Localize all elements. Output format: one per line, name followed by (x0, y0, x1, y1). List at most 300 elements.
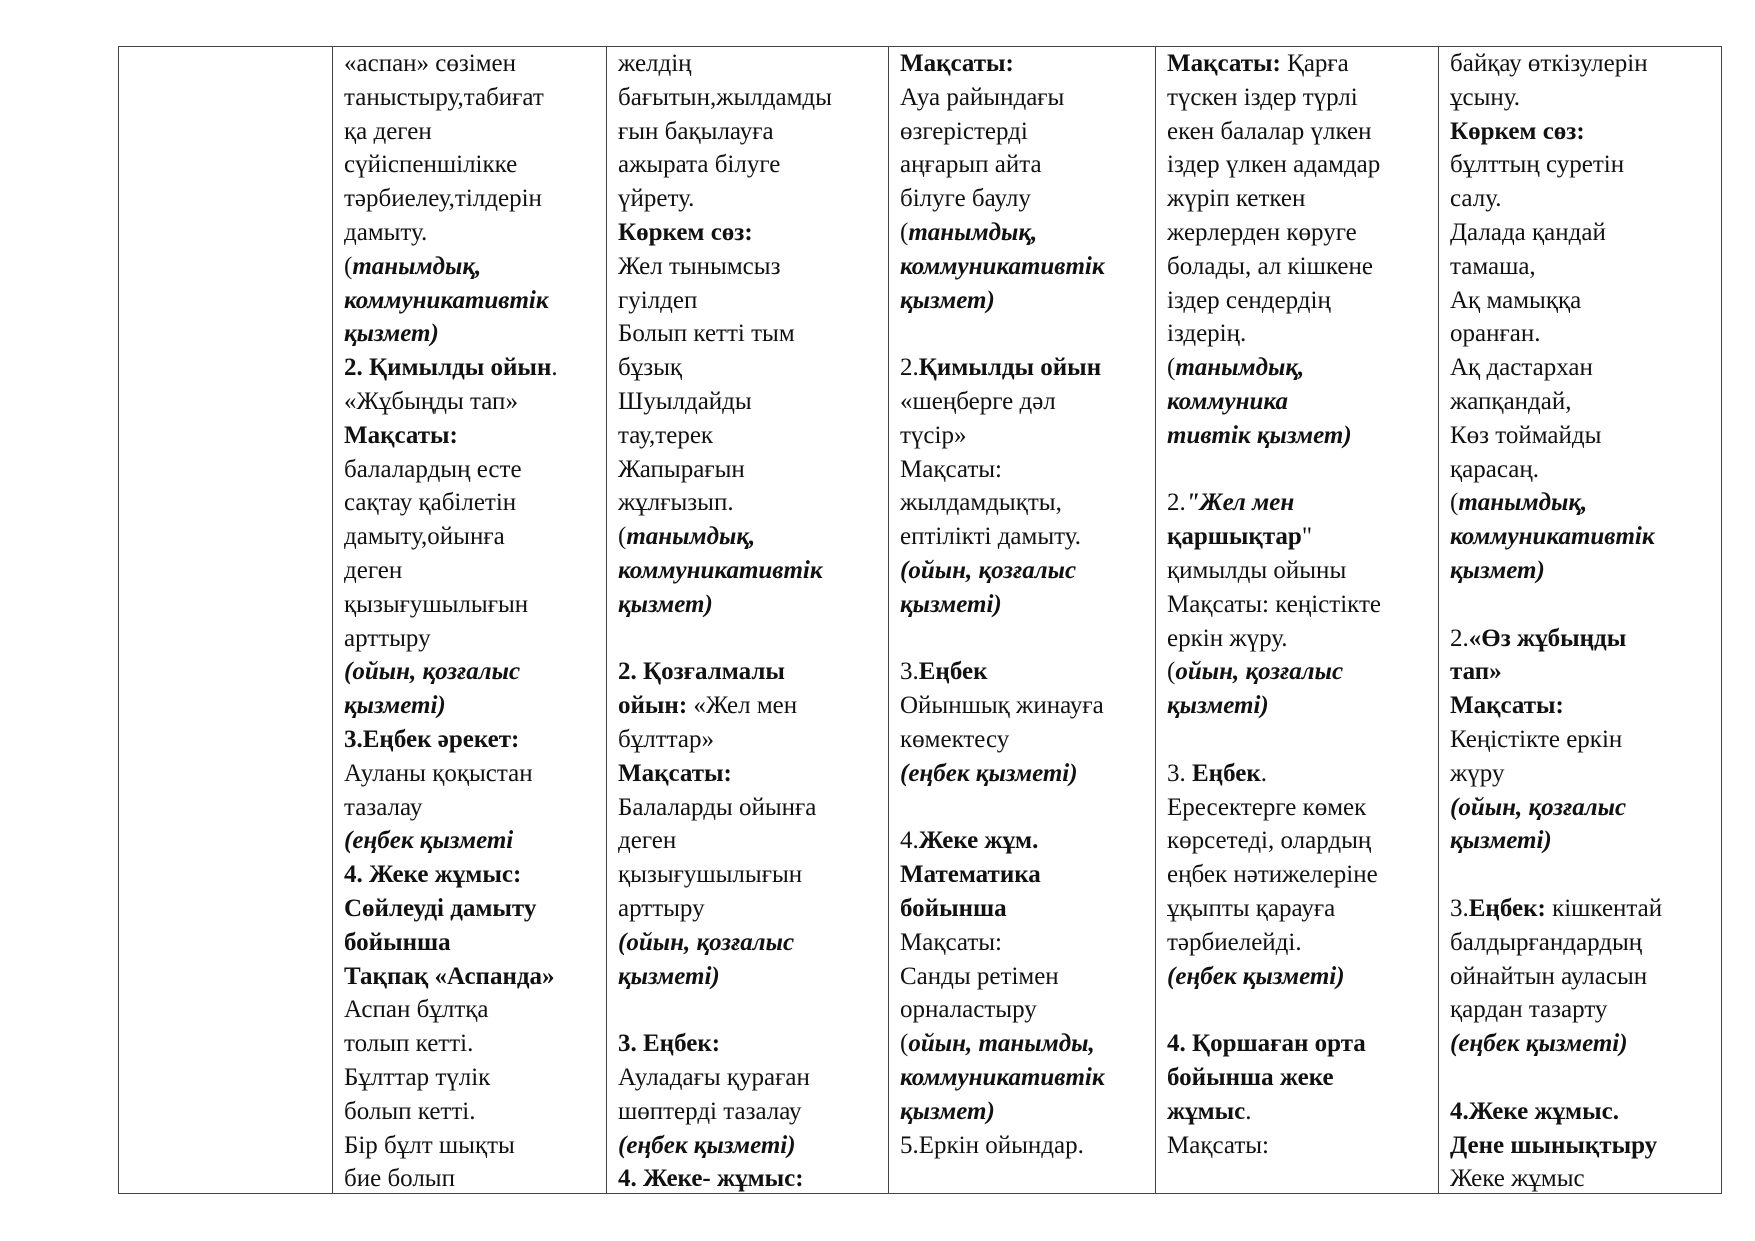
text-line (618, 588, 882, 622)
text-line (618, 520, 882, 554)
text-line (618, 1129, 882, 1163)
text-line (900, 182, 1149, 216)
text-run: танымдық, (1458, 489, 1588, 517)
text-run: іздерің. (1167, 320, 1247, 348)
text-line (344, 1095, 600, 1129)
text-run: 2. (1450, 624, 1469, 652)
text-line (1167, 453, 1432, 487)
text-run: қардан тазарту (1450, 996, 1608, 1024)
text-line (900, 1027, 1149, 1061)
text-line (1167, 723, 1432, 757)
text-line (1450, 419, 1715, 453)
text-line (344, 791, 600, 825)
text-line (618, 993, 882, 1027)
text-run: Мақсаты: (900, 928, 1002, 956)
text-run: ойын: (618, 692, 688, 720)
text-run: балдырғандардың (1450, 928, 1643, 956)
text-line (618, 1061, 882, 1095)
text-run: таныстыру,табиғат (344, 83, 544, 111)
text-run: болып кетті. (344, 1097, 476, 1125)
text-run: бағытын,жылдамды (618, 83, 832, 111)
text-run: ( (1450, 489, 1459, 517)
text-line (1450, 554, 1715, 588)
text-line (900, 317, 1149, 351)
text-line (1450, 453, 1715, 487)
text-run: . (1260, 759, 1267, 787)
text-line (1167, 284, 1432, 318)
text-run: коммуникативтік (900, 252, 1105, 280)
text-run: бие болып (344, 1165, 455, 1193)
text-line (344, 1129, 600, 1163)
text-line (1450, 689, 1715, 723)
text-line (900, 453, 1149, 487)
text-run: 4. Жеке жұмыс: (344, 861, 522, 889)
text-line (618, 216, 882, 250)
text-line (1450, 1162, 1715, 1193)
text-line (1450, 791, 1715, 825)
text-line (618, 757, 882, 791)
text-run: ( (900, 218, 909, 246)
text-run: деген (344, 556, 403, 584)
text-line (900, 1095, 1149, 1129)
text-run: танымдық, (908, 218, 1038, 246)
text-run: Ауа райындағы (900, 83, 1065, 111)
text-line (1450, 588, 1715, 622)
text-run: ептілікті дамыту. (900, 523, 1081, 551)
text-run: орналастыру (900, 996, 1037, 1024)
text-run: Жапырағын (618, 455, 745, 483)
text-line (344, 317, 600, 351)
text-run: қаршықтар (1167, 523, 1302, 551)
text-run: Көз тоймайды (1450, 421, 1602, 449)
text-line (618, 1162, 882, 1193)
text-run: «шеңберге дәл (900, 387, 1056, 415)
table-column-1 (119, 47, 333, 1193)
text-run: бұзық (618, 354, 683, 382)
text-run: 3. Еңбек: (618, 1030, 721, 1058)
text-line (1167, 1061, 1432, 1095)
text-line (344, 588, 600, 622)
text-line (1167, 993, 1432, 1027)
text-line (618, 892, 882, 926)
text-line (1450, 47, 1715, 81)
text-run: жылдамдықты, (900, 489, 1062, 517)
text-run: қызмет) (900, 1097, 995, 1125)
text-line (1167, 858, 1432, 892)
text-line (900, 993, 1149, 1027)
text-line (344, 1162, 600, 1193)
text-line (1167, 1027, 1432, 1061)
text-run: Жеке жұмыс (1450, 1165, 1585, 1193)
text-line (344, 216, 600, 250)
text-line (344, 486, 600, 520)
text-run: білуге баулу (900, 185, 1031, 213)
text-run: тивтік қызмет) (1167, 421, 1352, 449)
text-line (1167, 926, 1432, 960)
text-run: көмектесу (900, 725, 1010, 753)
text-run: толып кетті. (344, 1030, 474, 1058)
text-run: бойынша (344, 928, 451, 956)
text-line (1167, 757, 1432, 791)
text-run: қызметі) (1167, 692, 1269, 720)
text-line (618, 858, 882, 892)
text-line (900, 926, 1149, 960)
text-line (618, 182, 882, 216)
text-line (1167, 419, 1432, 453)
text-run: «Өз жұбыңды (1468, 624, 1627, 652)
text-line (1167, 892, 1432, 926)
text-line (1450, 926, 1715, 960)
text-run: 2. Қимылды ойын (344, 354, 552, 382)
text-line (344, 81, 600, 115)
text-run: Ауладағы қураған (618, 1063, 810, 1091)
text-run: Шуылдайды (618, 387, 752, 415)
text-run: 3. (1167, 759, 1192, 787)
text-line (900, 284, 1149, 318)
text-run: "Жел мен (1185, 489, 1295, 517)
text-line (900, 554, 1149, 588)
text-run: Тақпақ «Аспанда» (344, 962, 555, 990)
text-run: іздер үлкен адамдар (1167, 151, 1381, 179)
text-line (618, 250, 882, 284)
text-run: тап» (1450, 658, 1502, 686)
text-run: Еңбек: (1468, 894, 1546, 922)
text-line (1450, 1095, 1715, 1129)
text-line (1450, 520, 1715, 554)
text-run: қызмет) (900, 286, 995, 314)
text-line (344, 622, 600, 656)
text-run: Санды ретімен (900, 962, 1059, 990)
text-line (344, 858, 600, 892)
text-run: Математика (900, 861, 1041, 889)
text-line (618, 926, 882, 960)
text-line (344, 960, 600, 994)
text-line (1167, 1095, 1432, 1129)
text-run: салу. (1450, 185, 1502, 213)
text-run: оранған. (1450, 320, 1541, 348)
text-run: дамыту. (344, 218, 428, 246)
table-column-2 (333, 47, 607, 1193)
text-line (1167, 520, 1432, 554)
text-run: Кеңістікте еркін (1450, 725, 1623, 753)
text-line (344, 419, 600, 453)
text-run: 3. (900, 658, 919, 686)
text-line (900, 1061, 1149, 1095)
text-line (900, 960, 1149, 994)
text-line (1450, 115, 1715, 149)
text-run: қарасаң. (1450, 455, 1539, 483)
text-run: «Жел мен (687, 692, 798, 720)
text-run: Ауланы қоқыстан (344, 759, 533, 787)
text-line (1167, 824, 1432, 858)
text-line (1167, 182, 1432, 216)
text-run: аңғарып айта (900, 151, 1042, 179)
text-line (1450, 1129, 1715, 1163)
text-line (618, 486, 882, 520)
text-line (1167, 216, 1432, 250)
text-run: болады, ал кішкене (1167, 252, 1373, 280)
text-run: Еңбек (1192, 759, 1261, 787)
text-run: Мақсаты: (344, 421, 458, 449)
text-run: бойынша (900, 894, 1007, 922)
text-line (618, 824, 882, 858)
text-run: танымдық, (626, 523, 756, 551)
text-line (900, 385, 1149, 419)
text-run: (еңбек қызметі) (618, 1131, 796, 1159)
text-run: жұлғызып. (618, 489, 734, 517)
text-line (618, 284, 882, 318)
text-run: Мақсаты: (1167, 50, 1281, 77)
text-run: бойынша жеке (1167, 1063, 1334, 1091)
text-line (1450, 317, 1715, 351)
text-run: (ойын, қозғалыс (1450, 793, 1627, 821)
text-line (900, 148, 1149, 182)
text-line (900, 216, 1149, 250)
text-run: қызмет) (344, 320, 439, 348)
text-line (344, 47, 600, 81)
text-line (1167, 588, 1432, 622)
text-line (1167, 655, 1432, 689)
text-line (900, 351, 1149, 385)
text-run: коммуникативтік (618, 556, 823, 584)
text-line (1450, 284, 1715, 318)
text-line (1167, 148, 1432, 182)
text-run: 4.Жеке жұмыс. (1450, 1097, 1619, 1125)
text-run: екен балалар үлкен (1167, 117, 1372, 145)
text-run: ( (1167, 658, 1176, 686)
text-line (344, 757, 600, 791)
text-run: еңбек нәтижелеріне (1167, 861, 1378, 889)
text-run: іздер сендердің (1167, 286, 1331, 314)
text-run: желдің (618, 50, 692, 77)
text-run: (еңбек қызметі) (900, 759, 1078, 787)
text-line (1450, 858, 1715, 892)
text-line (1450, 1027, 1715, 1061)
text-run: қызмет) (1450, 556, 1545, 584)
text-run: жапқандай, (1450, 387, 1572, 415)
text-run: сүйіспеншілікке (344, 151, 518, 179)
text-run: «аспан» сөзімен (344, 50, 517, 77)
text-run: қа деген (344, 117, 432, 145)
text-line (900, 419, 1149, 453)
text-line (900, 858, 1149, 892)
text-run: жерлерден көруге (1167, 218, 1357, 246)
text-line (344, 655, 600, 689)
text-line (344, 182, 600, 216)
text-line (618, 791, 882, 825)
text-run: ( (1167, 354, 1176, 382)
text-line (1167, 689, 1432, 723)
text-run: танымдық, (1175, 354, 1305, 382)
text-run: ұсыну. (1450, 83, 1521, 111)
text-line (618, 317, 882, 351)
text-line (1167, 317, 1432, 351)
text-run: 5.Еркін ойындар. (900, 1131, 1084, 1159)
text-line (1450, 1061, 1715, 1095)
text-line (900, 115, 1149, 149)
text-line (344, 453, 600, 487)
text-run: Қимылды ойын (918, 354, 1102, 382)
text-line (1167, 115, 1432, 149)
text-line (1450, 385, 1715, 419)
text-run: «Жұбыңды тап» (344, 387, 518, 415)
text-line (344, 926, 600, 960)
table-column-5 (1156, 47, 1439, 1193)
text-line (1450, 216, 1715, 250)
text-run: Ересектерге көмек (1167, 793, 1367, 821)
text-run: бұлттар» (618, 725, 714, 753)
text-run: 4. Жеке- жұмыс: (618, 1165, 804, 1193)
text-run: бұлттың суретін (1450, 151, 1625, 179)
text-line (618, 351, 882, 385)
text-line (900, 47, 1149, 81)
text-line (618, 1095, 882, 1129)
text-run: шөптерді тазалау (618, 1097, 802, 1125)
text-line (1450, 486, 1715, 520)
text-run: Мақсаты: кеңістікте (1167, 590, 1381, 618)
text-run: (ойын, қозғалыс (344, 658, 521, 686)
text-run: үйрету. (618, 185, 695, 213)
text-line (1450, 182, 1715, 216)
text-run: қызығушылығын (618, 861, 803, 889)
text-run: коммуникативтік (344, 286, 549, 314)
text-run: тазалау (344, 793, 423, 821)
text-run: Ойыншық жинауға (900, 692, 1104, 720)
text-run: Бұлттар түлік (344, 1063, 491, 1091)
text-line (344, 351, 600, 385)
text-line (1450, 81, 1715, 115)
text-run: арттыру (344, 624, 431, 652)
text-line (1450, 351, 1715, 385)
text-run: Балаларды ойынға (618, 793, 817, 821)
text-line (618, 81, 882, 115)
text-run: ажырата білуге (618, 151, 781, 179)
text-run: Бір бұлт шықты (344, 1131, 515, 1159)
text-run: Ақ дастархан (1450, 354, 1593, 382)
text-line (1167, 47, 1432, 81)
text-line (618, 554, 882, 588)
text-line (618, 689, 882, 723)
text-line (344, 892, 600, 926)
text-line (344, 250, 600, 284)
text-line (1450, 622, 1715, 656)
text-line (1450, 655, 1715, 689)
text-line (1167, 1129, 1432, 1163)
text-run: коммуника (1167, 387, 1288, 415)
text-run: танымдық, (352, 252, 482, 280)
text-line (344, 284, 600, 318)
text-run: қызығушылығын (344, 590, 529, 618)
text-run: Мақсаты: (1450, 692, 1564, 720)
text-run: ойын, танымды, (908, 1030, 1095, 1058)
text-line (618, 622, 882, 656)
text-run: Көркем сөз: (1450, 117, 1585, 145)
text-run: ұқыпты қарауға (1167, 894, 1336, 922)
text-run: коммуникативтік (1450, 523, 1655, 551)
text-line (1167, 960, 1432, 994)
text-line (618, 419, 882, 453)
text-run: Еңбек (918, 658, 988, 686)
text-run: балалардың есте (344, 455, 522, 483)
text-run: Болып кетті тым (618, 320, 795, 348)
text-run: сақтау қабілетін (344, 489, 517, 517)
text-line (1167, 622, 1432, 656)
text-run: ойын, қозғалыс (1175, 658, 1344, 686)
text-line (900, 81, 1149, 115)
text-line (1167, 486, 1432, 520)
text-run: (ойын, қозғалыс (900, 556, 1077, 584)
text-run: жүріп кеткен (1167, 185, 1306, 213)
text-run: Мақсаты: (1167, 1131, 1269, 1159)
text-run: дамыту,ойынға (344, 523, 505, 551)
text-run: қызметі) (344, 692, 446, 720)
text-line (344, 148, 600, 182)
text-run: байқау өткізулерін (1450, 50, 1648, 77)
text-line (618, 148, 882, 182)
text-line (1450, 723, 1715, 757)
text-run: деген (618, 827, 677, 855)
plan-table (118, 46, 1722, 1194)
text-line (1450, 250, 1715, 284)
text-line (344, 385, 600, 419)
table-column-6 (1439, 47, 1721, 1193)
text-line (900, 1129, 1149, 1163)
text-run: қызмет) (618, 590, 713, 618)
text-line (344, 1061, 600, 1095)
text-run: гуілдеп (618, 286, 698, 314)
text-line (344, 554, 600, 588)
text-line (1450, 993, 1715, 1027)
text-line (1450, 757, 1715, 791)
table-column-4 (889, 47, 1156, 1193)
text-line (1167, 351, 1432, 385)
text-line (618, 655, 882, 689)
text-line (1450, 148, 1715, 182)
text-line (1167, 791, 1432, 825)
text-line (618, 960, 882, 994)
text-run: қимылды ойыны (1167, 556, 1347, 584)
text-run: 4. (900, 827, 919, 855)
text-run: " (1301, 523, 1313, 551)
text-run: қызметі) (900, 590, 1002, 618)
text-run: ( (618, 523, 627, 551)
text-run: 2. (900, 354, 919, 382)
text-run: ( (900, 1030, 909, 1058)
text-run: қызметі) (1450, 827, 1552, 855)
text-line (344, 115, 600, 149)
text-run: Қарға (1280, 50, 1349, 77)
text-run: көрсетеді, олардың (1167, 827, 1372, 855)
text-line (900, 892, 1149, 926)
text-line (344, 520, 600, 554)
text-run: тамаша, (1450, 252, 1536, 280)
text-run: түскен іздер түрлі (1167, 83, 1358, 111)
text-run: тәрбиелеу,тілдерін (344, 185, 542, 213)
text-run: (еңбек қызметі) (1450, 1030, 1628, 1058)
text-line (900, 723, 1149, 757)
text-run: кішкентай (1545, 894, 1663, 922)
text-run: түсір» (900, 421, 967, 449)
text-run: қызметі) (618, 962, 720, 990)
text-line (344, 1027, 600, 1061)
text-line (618, 47, 882, 81)
text-line (900, 588, 1149, 622)
text-run: . (1245, 1097, 1252, 1125)
text-line (900, 824, 1149, 858)
text-run: ( (344, 252, 353, 280)
text-line (900, 622, 1149, 656)
text-run: жұмыс (1167, 1097, 1246, 1125)
